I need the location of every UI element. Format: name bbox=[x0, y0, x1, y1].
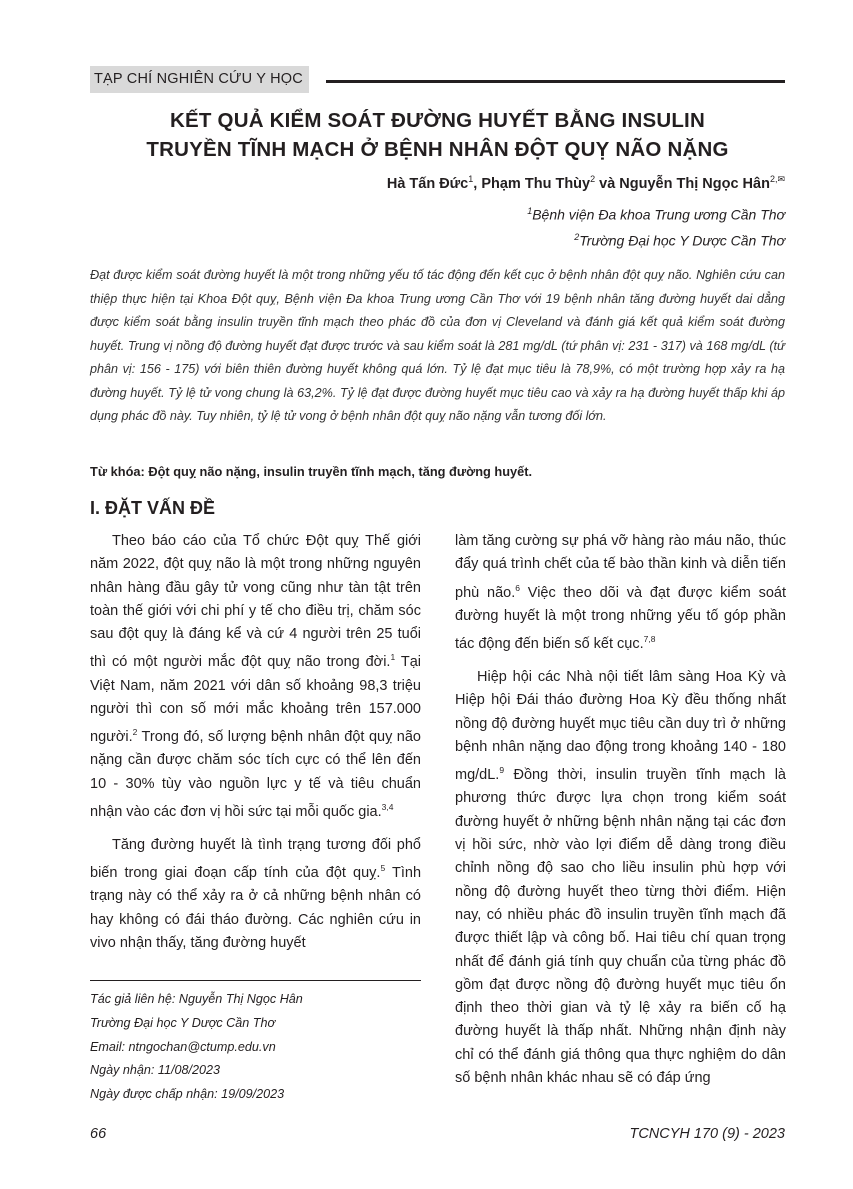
affiliation-text: Trường Đại học Y Dược Cần Thơ bbox=[579, 232, 785, 249]
footnote-rule bbox=[90, 980, 421, 981]
text-run: Việc theo dõi và đạt được kiểm soát đường huyết là một trong những yếu tố góp phần tác động đến biến số kết cục. bbox=[455, 584, 786, 652]
journal-header bbox=[90, 66, 785, 96]
text-run: Tình trạng này có thể xảy ra ở cả những bệnh nhân có hay không có đái tháo đường. Các nghiên cứu in vivo nhận thấy, tăng đường huyết bbox=[90, 865, 422, 952]
text-run: Đồng thời, insulin truyền tĩnh mạch là phương thức được lựa chọn trong kiểm soát đường huyết ở những bệnh nhân nặng tại các đơn vị hồi sức, nhờ vào lợi điểm dễ dàng trong điều chỉnh nồng độ sao cho liều insulin phù hợp với nồng độ đường huyết theo từng thời điểm. Hiện nay, có nhiều phác đồ insulin truyền tĩnh mạch đã được thiết lập và công bố. Hai tiêu chí quan trọng nhất để đánh giá tính quy chuẩn của từng phác đồ gồm đạt được nồng độ đường huyết mục tiêu ổn định theo thời gian và tỷ lệ xảy ra biến cố hạ đường huyết là thấp nhất. Những nhận định này chỉ có thể đánh giá thông qua thực nghiệm do dân số bệnh nhân khác nhau sẽ có đáp ứng bbox=[455, 767, 786, 1087]
affiliation-marker: 1 bbox=[527, 206, 533, 216]
citation: 9 bbox=[499, 765, 505, 776]
footnote-line: Ngày nhận: 11/08/2023 bbox=[90, 1063, 221, 1078]
article-title bbox=[90, 106, 785, 164]
affiliation-1 bbox=[527, 206, 785, 223]
paragraph bbox=[90, 530, 421, 824]
journal-name: TẠP CHÍ NGHIÊN CỨU Y HỌC bbox=[90, 66, 309, 93]
citation: 7,8 bbox=[643, 634, 656, 645]
footnote-line: Tác giả liên hệ: Nguyễn Thị Ngọc Hân bbox=[90, 992, 303, 1006]
author-1-affiliation: 1 bbox=[468, 174, 474, 184]
text-run: Theo báo cáo của Tổ chức Đột quỵ Thế giới năm 2022, đột quỵ não là một trong những nguyên nhân hàng đầu gây tử vong cũng như tàn tật trên toàn thế giới với chi phí y tế cho điều trị, chăm sóc sau đột quỵ là đáng kể và cứ 4 người trên 25 tuổi thì có một người mắc đột quỵ não trong đời. bbox=[90, 533, 421, 671]
author-separator: và bbox=[595, 175, 620, 192]
affiliation-marker: 2 bbox=[574, 232, 580, 242]
section-heading: I. ĐẶT VẤN ĐỀ bbox=[90, 498, 216, 518]
keywords: Từ khóa: Đột quỵ não nặng, insulin truyền tĩnh mạch, tăng đường huyết. bbox=[90, 464, 533, 479]
text-run: Tại Việt Nam, năm 2021 với dân số khoảng 98,3 triệu người thì con số mới mắc khoảng trên 157.000 người. bbox=[90, 654, 421, 746]
text-run: làm tăng cường sự phá vỡ hàng rào máu não, thúc đẩy quá trình chết của tế bào thần kinh và diễn tiến phù não. bbox=[455, 533, 786, 601]
journal-issue: TCNCYH 170 (9) - 2023 bbox=[629, 1126, 785, 1142]
author-3: Nguyễn Thị Ngọc Hân bbox=[619, 175, 770, 192]
page-number: 66 bbox=[90, 1126, 107, 1142]
citation: 2 bbox=[132, 727, 138, 738]
author-3-affiliation: 2,✉ bbox=[769, 174, 785, 184]
author-separator: , bbox=[473, 175, 482, 192]
footnotes bbox=[90, 988, 421, 1107]
citation: 5 bbox=[380, 863, 386, 874]
header-rule bbox=[326, 80, 785, 83]
abstract: Đạt được kiểm soát đường huyết là một trong những yếu tố tác động đến kết cục ở bệnh nhân đột quỵ não. Nghiên cứu can thiệp thực hiện tại Khoa Đột quỵ, Bệnh viện Đa khoa Trung ương Cần Thơ với 19 bệnh nhân tăng đường huyết dai dẳng được kiểm soát bằng insulin truyền tĩnh mạch theo phác đồ của đơn vị Cleveland và đánh giá kết quả kiểm soát đường huyết. Trung vị nồng độ đường huyết đạt được trước và sau kiểm soát là 281 mg/dL (tứ phân vị: 231 - 317) và 168 mg/dL (tứ phân vị: 156 - 175) với biên thiên đường huyết không quá lớn. Tỷ lệ đạt mục tiêu là 78,9%, có một trường hợp xảy ra hạ đường huyết. Tỷ lệ tử vong chung là 63,2%. Tỷ lệ đạt được đường huyết mục tiêu cao và xảy ra hạ đường huyết thấp khi áp dụng phác đồ này. Tuy nhiên, tỷ lệ tử vong ở bệnh nhân đột quỵ não nặng vẫn tương đối lớn. bbox=[90, 268, 785, 423]
affiliation-2 bbox=[574, 232, 785, 249]
footnote-email[interactable]: Email: ntngochan@ctump.edu.vn bbox=[90, 1039, 276, 1054]
citation: 3,4 bbox=[381, 801, 394, 812]
body-column-left bbox=[90, 530, 421, 965]
author-2-affiliation: 2 bbox=[590, 174, 596, 184]
author-1: Hà Tấn Đức bbox=[386, 175, 469, 192]
text-run: Hiệp hội các Nhà nội tiết lâm sàng Hoa Kỳ và Hiệp hội Đái tháo đường Hoa Kỳ đều thống nhất nồng độ đường huyết mục tiêu cần duy trì ở những bệnh nhân nặng dao động trong khoảng 140 - 180 mg/dL. bbox=[455, 669, 786, 784]
title-line-2: TRUYỀN TĨNH MẠCH Ở BỆNH NHÂN ĐỘT QUỴ NÃO NẶNG bbox=[146, 138, 729, 161]
text-run: Trong đó, số lượng bệnh nhân đột quỵ não nặng cần được chăm sóc tích cực có thể lên đến 10 - 30% tùy vào nguồn lực y tế và tiêu chuẩn nhận vào các đơn vị hồi sức tại mỗi quốc gia. bbox=[90, 729, 421, 820]
body-column-right bbox=[455, 530, 786, 1100]
paragraph bbox=[455, 530, 786, 656]
citation: 1 bbox=[390, 652, 396, 663]
citation: 6 bbox=[515, 582, 520, 593]
footnote-line: Trường Đại học Y Dược Cần Thơ bbox=[90, 1015, 276, 1030]
title-line-1: KẾT QUẢ KIỂM SOÁT ĐƯỜNG HUYẾT BẰNG INSULIN bbox=[170, 109, 705, 132]
affiliation-text: Bệnh viện Đa khoa Trung ương Cần Thơ bbox=[532, 206, 785, 223]
text-run: Tăng đường huyết là tình trạng tương đối phổ biến trong giai đoạn cấp tính của đột quỵ. bbox=[90, 837, 421, 882]
footnote-line: Ngày được chấp nhận: 19/09/2023 bbox=[90, 1087, 285, 1102]
paragraph bbox=[90, 834, 421, 955]
paragraph bbox=[455, 666, 786, 1090]
author-2: Phạm Thu Thùy bbox=[481, 175, 591, 192]
author-list bbox=[387, 174, 785, 192]
